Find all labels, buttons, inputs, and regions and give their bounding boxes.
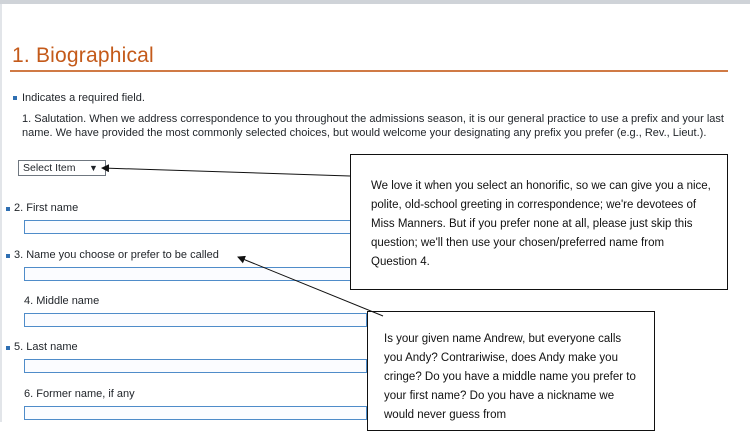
preferred-name-callout-text: Is your given name Andrew, but everyone calls you Andy? Contrariwise, does Andy make you cringe? Do you have a middle name you prefer to your first name? Do you have a nickname we would never guess from <box>384 333 636 421</box>
honorific-leader-arrow <box>102 168 350 176</box>
first-name-label: 2. First name <box>14 202 79 214</box>
section-title: 1. Biographical <box>12 44 154 67</box>
salutation-label: 1. Salutation. When we address correspondence to you throughout the admissions season, it is our general practice to use a prefix and your last name. We have provided the most commonly selected choices, but would welcome your designating any prefix you prefer (e.g., Rev., Lieut.). <box>22 113 724 139</box>
preferred-name-label: 3. Name you choose or prefer to be called <box>14 249 219 261</box>
last-name-label: 5. Last name <box>14 341 78 353</box>
preferred-name-leader-arrow <box>238 257 383 316</box>
dropdown-arrow-icon: ▼ <box>89 163 98 173</box>
former-name-label: 6. Former name, if any <box>24 388 135 400</box>
middle-name-label: 4. Middle name <box>24 295 100 307</box>
salutation-select-value: Select Item <box>23 162 76 174</box>
required-note: Indicates a required field. <box>22 92 145 104</box>
honorific-callout-text: We love it when you select an honorific, so we can give you a nice, polite, old-school greeting in correspondence; we're devotees of Miss Manners. But if you prefer none at all, please just skip this question; we'll then use your chosen/preferred name from Question 4. <box>371 180 711 268</box>
